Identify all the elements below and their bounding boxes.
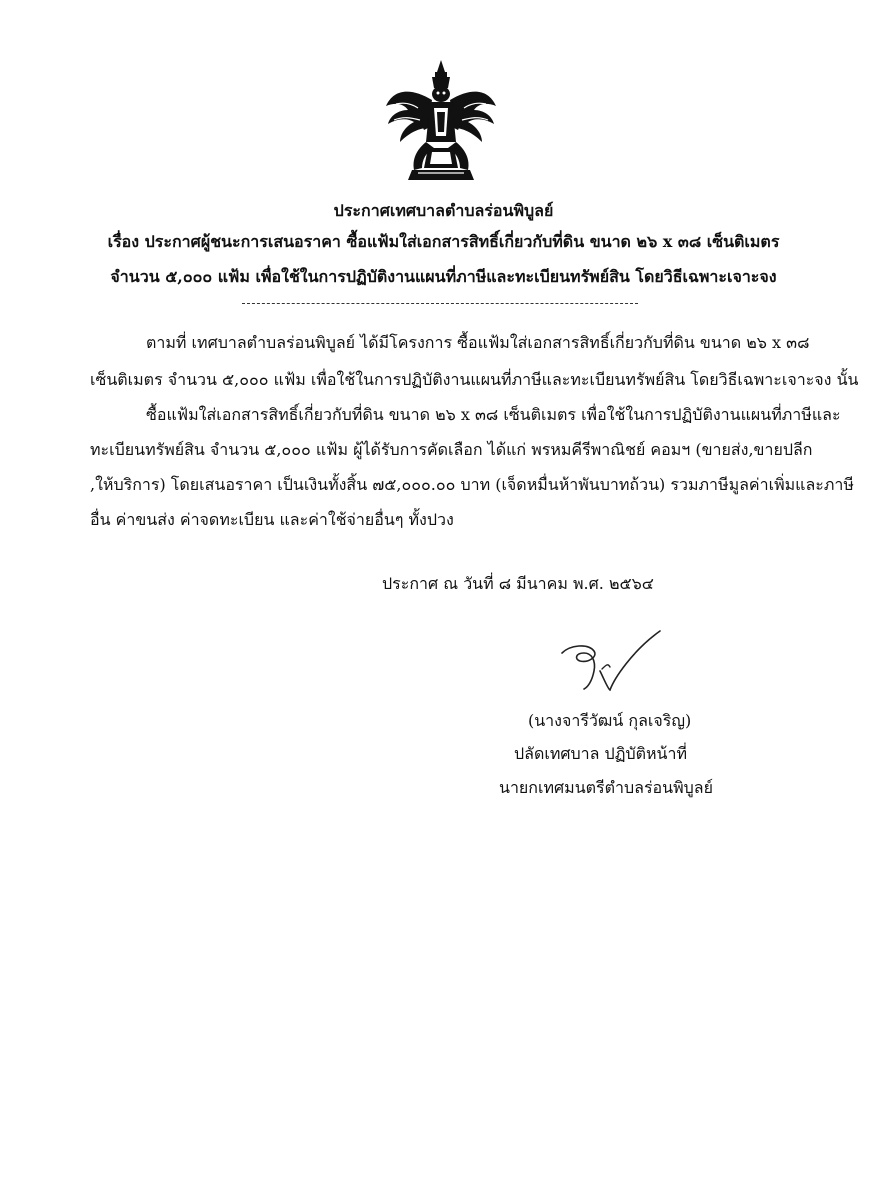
announcement-date: ประกาศ ณ วันที่ ๘ มีนาคม พ.ศ. ๒๕๖๔	[382, 574, 654, 593]
body-paragraph-line: ทะเบียนทรัพย์สิน จำนวน ๕,๐๐๐ แฟ้ม ผู้ได้รับการคัดเลือก ได้แก่ พรหมคีรีพาณิชย์ คอมฯ (ขายส่ง,ขายปลีก	[90, 440, 813, 459]
handwritten-signature	[548, 627, 663, 692]
garuda-emblem-icon	[382, 58, 500, 186]
signatory-acting-position: นายกเทศมนตรีตำบลร่อนพิบูลย์	[499, 778, 713, 797]
signatory-name: (นางจารีวัฒน์ กุลเจริญ)	[528, 711, 692, 730]
subject-line-2: จำนวน ๕,๐๐๐ แฟ้ม เพื่อใช้ในการปฏิบัติงานแผนที่ภาษีและทะเบียนทรัพย์สิน โดยวิธีเฉพาะเจาะจง	[110, 267, 777, 286]
body-paragraph-line: เซ็นติเมตร จำนวน ๕,๐๐๐ แฟ้ม เพื่อใช้ในการปฏิบัติงานแผนที่ภาษีและทะเบียนทรัพย์สิน โดยวิธีเฉพาะเจาะจง นั้น	[90, 370, 859, 389]
body-paragraph-line: ,ให้บริการ) โดยเสนอราคา เป็นเงินทั้งสิ้น ๗๕,๐๐๐.๐๐ บาท (เจ็ดหมื่นห้าพันบาทถ้วน) รวมภาษีมูลค่าเพิ่มและภาษี	[90, 475, 854, 494]
body-paragraph-line: อื่น ค่าขนส่ง ค่าจดทะเบียน และค่าใช้จ่ายอื่นๆ ทั้งปวง	[90, 510, 454, 529]
subject-line-1: เรื่อง ประกาศผู้ชนะการเสนอราคา ซื้อแฟ้มใส่เอกสารสิทธิ์เกี่ยวกับที่ดิน ขนาด ๒๖ x ๓๘ เซ็นติเมตร	[107, 232, 780, 251]
body-paragraph-line: ซื้อแฟ้มใส่เอกสารสิทธิ์เกี่ยวกับที่ดิน ขนาด ๒๖ x ๓๘ เซ็นติเมตร เพื่อใช้ในการปฏิบัติงานแผนที่ภาษีและ	[146, 405, 841, 424]
body-paragraph-line: ตามที่ เทศบาลตำบลร่อนพิบูลย์ ได้มีโครงการ ซื้อแฟ้มใส่เอกสารสิทธิ์เกี่ยวกับที่ดิน ขนาด ๒๖ x ๓๘	[146, 333, 810, 352]
signatory-position: ปลัดเทศบาล ปฏิบัติหน้าที่	[514, 744, 688, 763]
announcement-title: ประกาศเทศบาลตำบลร่อนพิบูลย์	[333, 201, 554, 220]
dashed-divider	[242, 303, 638, 304]
